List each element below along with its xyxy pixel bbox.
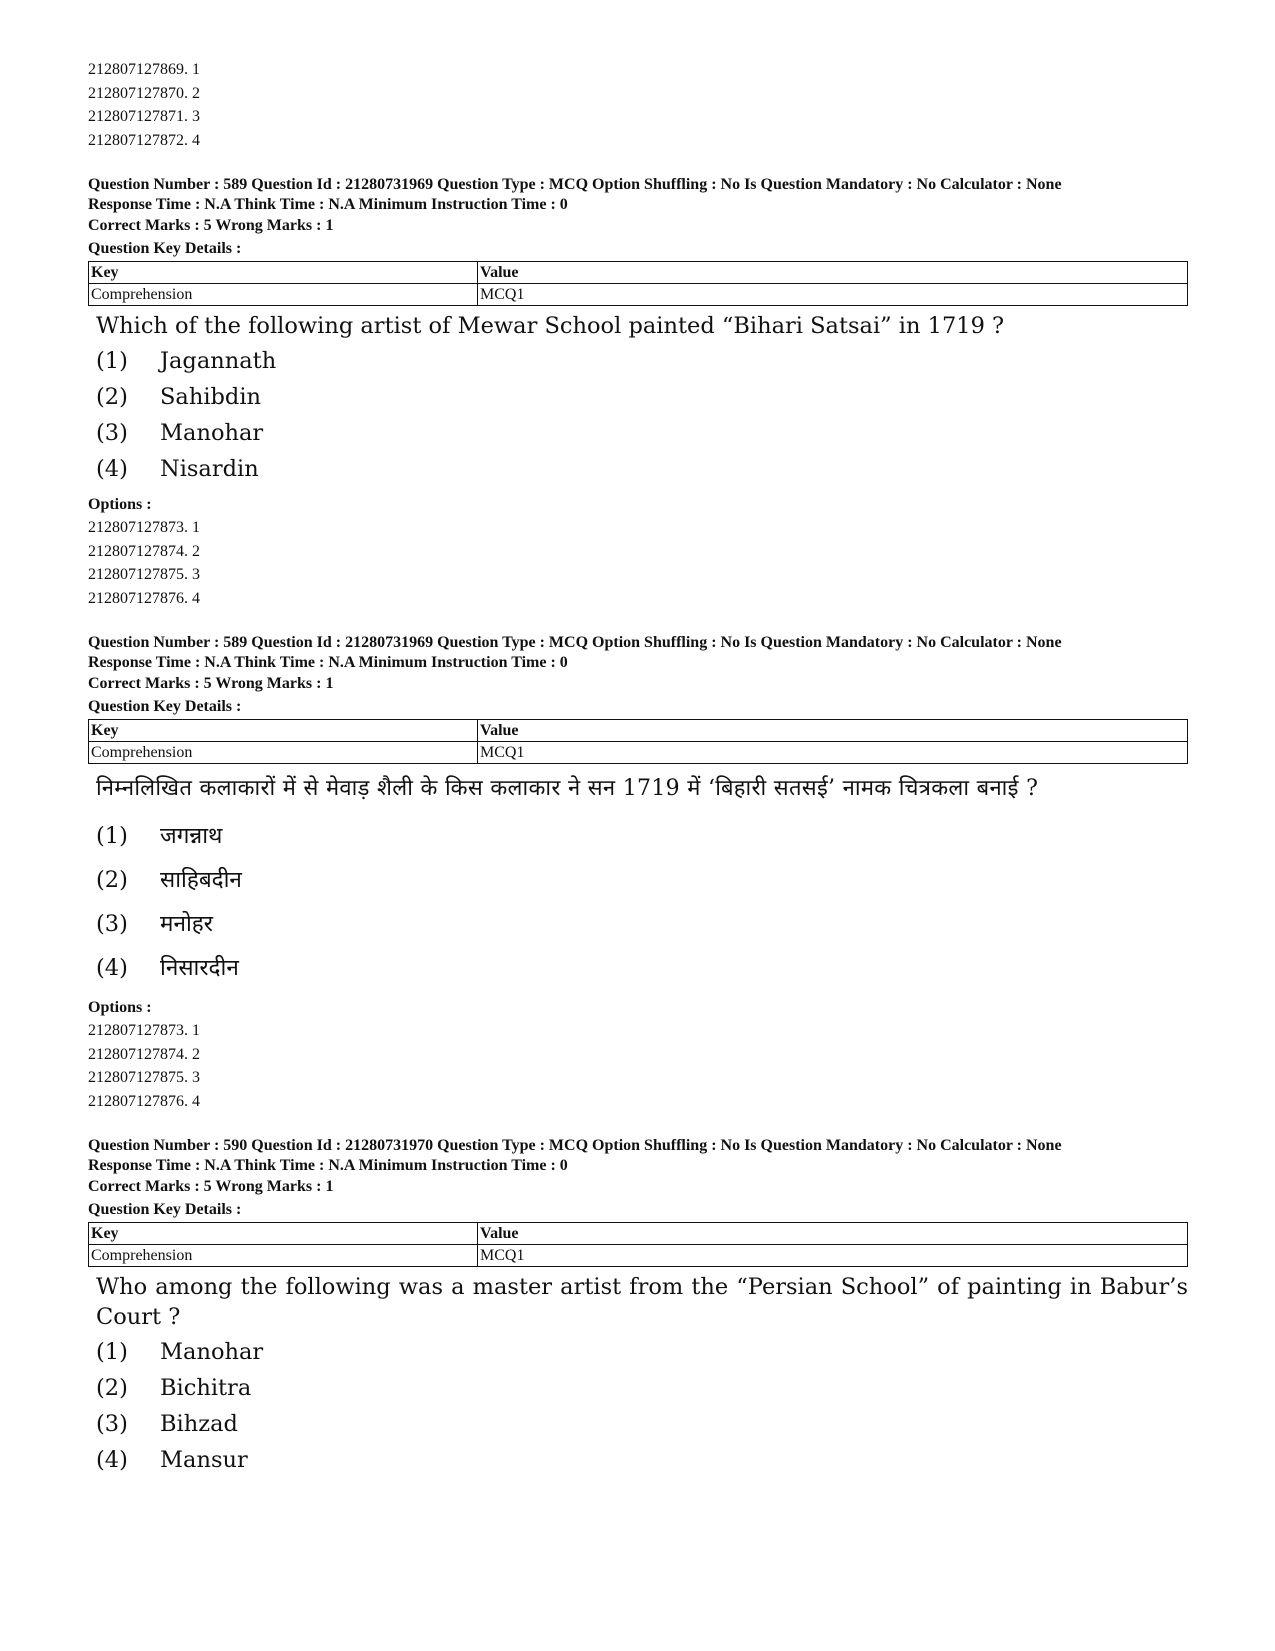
option-id: 212807127875. 3 [88,1069,200,1086]
question-block-589-hindi [88,633,1188,1113]
option-id: 212807127869. 1 [88,61,200,78]
option-id: 212807127871. 3 [88,108,200,125]
value-header: Value [478,720,1188,742]
key-table-header-row [89,1223,1188,1245]
value-cell: MCQ1 [478,742,1188,764]
choice-number: (1) [96,348,128,374]
choice-text: जगन्नाथ [160,823,223,849]
key-header: Key [89,262,478,284]
choice-text: Bihzad [160,1411,238,1437]
value-header: Value [478,262,1188,284]
choice-text: Manohar [160,420,264,446]
key-table-header-row [89,720,1188,742]
answer-choice [96,1406,1188,1442]
key-header: Key [89,720,478,742]
answer-choice [96,379,1188,415]
question-marks: Correct Marks : 5 Wrong Marks : 1 [88,1178,334,1195]
answer-choice [96,946,1188,990]
question-meta-line: Question Number : 589 Question Id : 21280731969 Question Type : MCQ Option Shuffling : No Is Question Mandatory : No Calculator : None [88,176,1062,193]
choice-number: (3) [96,420,128,446]
answer-choice [96,902,1188,946]
choice-number: (4) [96,1447,128,1473]
answer-choice [96,415,1188,451]
value-cell: MCQ1 [478,284,1188,306]
question-block-589-english [88,175,1188,610]
question-marks: Correct Marks : 5 Wrong Marks : 1 [88,675,334,692]
key-header: Key [89,1223,478,1245]
key-table-row [89,742,1188,764]
choice-text: Nisardin [160,456,259,482]
value-header: Value [478,1223,1188,1245]
answer-choice [96,1370,1188,1406]
answer-choice [96,1442,1188,1478]
option-id: 212807127872. 4 [88,131,200,149]
choice-number: (4) [96,456,128,482]
question-key-details-label: Question Key Details : [88,240,242,257]
question-timing-line: Response Time : N.A Think Time : N.A Minimum Instruction Time : 0 [88,653,568,671]
choice-number: (3) [96,911,128,937]
question-key-details-label: Question Key Details : [88,1201,242,1218]
answer-choice [96,814,1188,858]
question-key-table [88,719,1188,764]
choice-number: (4) [96,955,128,981]
choice-number: (2) [96,384,128,410]
question-text: Which of the following artist of Mewar School painted “Bihari Satsai” in 1719 ? [96,313,1005,339]
choice-text: Mansur [160,1447,248,1473]
key-table-header-row [89,262,1188,284]
choice-number: (3) [96,1411,128,1437]
option-id: 212807127876. 4 [88,589,200,607]
question-text: निम्नलिखित कलाकारों में से मेवाड़ शैली के किस कलाकार ने सन 1719 में ‘बिहारी सतसई’ नामक चित्रकला बनाई ? [96,776,1039,801]
option-id: 212807127875. 3 [88,566,200,583]
choice-text: Jagannath [160,348,277,374]
answer-choice [96,1334,1188,1370]
key-cell: Comprehension [89,284,478,306]
key-cell: Comprehension [89,1245,478,1267]
question-meta-line: Question Number : 590 Question Id : 21280731970 Question Type : MCQ Option Shuffling : No Is Question Mandatory : No Calculator : None [88,1137,1062,1154]
option-id: 212807127876. 4 [88,1092,200,1110]
option-id: 212807127870. 2 [88,84,200,102]
choice-text: Bichitra [160,1375,252,1401]
choice-number: (2) [96,1375,128,1401]
option-id: 212807127874. 2 [88,542,200,560]
answer-choice [96,343,1188,379]
question-timing-line: Response Time : N.A Think Time : N.A Minimum Instruction Time : 0 [88,1156,568,1174]
choice-text: साहिबदीन [160,867,242,893]
question-timing-line: Response Time : N.A Think Time : N.A Minimum Instruction Time : 0 [88,195,568,213]
question-text: Who among the following was a master artist from the “Persian School” of painting in Babur’s Court ? [96,1274,1188,1330]
option-id: 212807127873. 1 [88,519,200,536]
choice-number: (1) [96,823,128,849]
question-block-590-english [88,1136,1188,1478]
choice-number: (1) [96,1339,128,1365]
option-id: 212807127874. 2 [88,1045,200,1063]
question-key-table [88,261,1188,306]
choice-text: Sahibdin [160,384,262,410]
question-key-table [88,1222,1188,1267]
choice-text: Manohar [160,1339,264,1365]
question-marks: Correct Marks : 5 Wrong Marks : 1 [88,217,334,234]
key-cell: Comprehension [89,742,478,764]
choice-text: निसारदीन [160,955,239,981]
question-key-details-label: Question Key Details : [88,698,242,715]
question-meta-line: Question Number : 589 Question Id : 21280731969 Question Type : MCQ Option Shuffling : No Is Question Mandatory : No Calculator : None [88,634,1062,651]
options-label: Options : [88,496,152,513]
option-id: 212807127873. 1 [88,1022,200,1039]
answer-choice [96,451,1188,487]
choice-number: (2) [96,867,128,893]
choice-text: मनोहर [160,911,213,937]
value-cell: MCQ1 [478,1245,1188,1267]
document-page [88,58,1188,1478]
answer-choice [96,858,1188,902]
previous-options-list [88,58,1188,152]
key-table-row [89,284,1188,306]
key-table-row [89,1245,1188,1267]
options-label: Options : [88,999,152,1016]
